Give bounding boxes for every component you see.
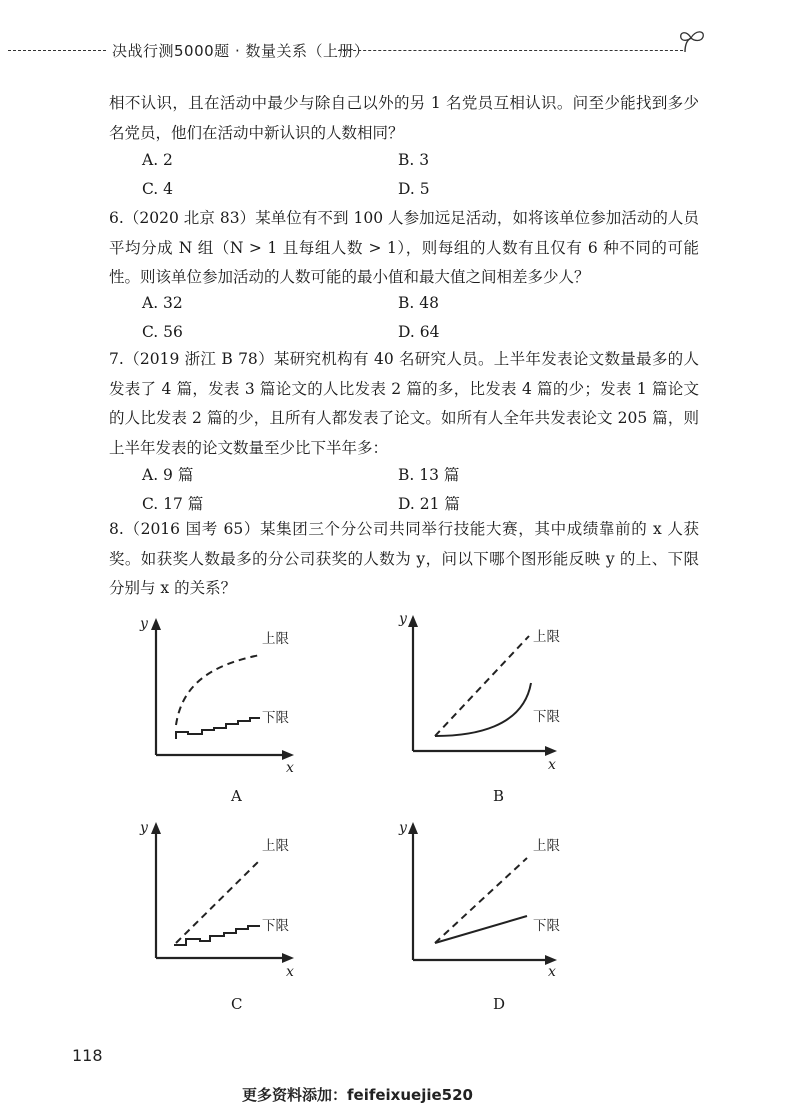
graph-c-x-label: x [286,964,294,980]
graph-a-lower-bound [176,718,260,739]
q6-option-b[interactable]: B. 48 [398,294,439,312]
graph-a-x-arrow [282,750,294,760]
footer-note: 更多资料添加：feifeixuejie520 [242,1086,473,1104]
graph-b-y-label: y [399,611,407,627]
sprout-icon [675,28,709,58]
graph-b-x-arrow [545,746,557,756]
q5-option-b[interactable]: B. 3 [398,151,430,169]
graph-b-upper-label: 上限 [533,629,560,645]
graph-b[interactable] [393,603,568,778]
question-6-text: 6.（2020 北京 83）某单位有不到 100 人参加远足活动，如将该单位参加活动的人员平均分成 N 组（N > 1 且每组人数 > 1），则每组的人数有且仅有 6 种不同的可能性。则该单位参加活动的人数可能的最小值和最大值之间相差多少人？ [109,209,699,286]
graph-a-y-arrow [151,618,161,630]
graph-c-x-arrow [282,953,294,963]
q6-option-d[interactable]: D. 64 [398,323,440,341]
graph-a-x-label: x [286,760,294,776]
graph-c[interactable] [130,810,300,985]
graph-b-upper-bound [435,636,529,736]
graph-c-lower-bound [174,926,260,945]
q5-option-c[interactable]: C. 4 [142,180,174,198]
graph-c-caption: C [231,995,243,1013]
question-8-text: 8.（2016 国考 65）某集团三个分公司共同举行技能大赛，其中成绩靠前的 x 人获奖。如获奖人数最多的分公司获奖的人数为 y，问以下哪个图形能反映 y 的上、下限分别与 x 的关系？ [109,520,700,597]
page-number: 118 [72,1046,103,1065]
graph-a-upper-bound [176,655,260,725]
q6-option-c[interactable]: C. 56 [142,323,183,341]
graph-d-x-label: x [548,964,556,980]
graph-d-lower-bound [435,916,527,943]
graph-c-y-arrow [151,822,161,834]
graph-d-caption: D [493,995,506,1013]
header-rule-right [338,50,683,51]
q6-option-a[interactable]: A. 32 [142,294,183,312]
graph-c-upper-label: 上限 [262,838,289,854]
graph-c-lower-label: 下限 [262,918,289,934]
graph-a-y-label: y [140,616,148,632]
graph-b-lower-label: 下限 [533,709,560,725]
graph-d-y-arrow [408,822,418,834]
q7-option-c[interactable]: C. 17 篇 [142,495,204,513]
graph-b-caption: B [493,787,505,805]
question-7-text: 7.（2019 浙江 B 78）某研究机构有 40 名研究人员。上半年发表论文数量最多的人发表了 4 篇，发表 3 篇论文的人比发表 2 篇的多，比发表 4 篇的少；发表 1 篇论文的人比发表 2 篇的少，且所有人都发表了论文。如所有人全年共发表论文 205 篇，则上半年发表的论文数量至少比下半年多： [109,350,699,457]
graph-d-lower-label: 下限 [533,918,560,934]
graph-a-lower-label: 下限 [262,710,289,726]
graph-d[interactable] [393,810,568,985]
q7-option-d[interactable]: D. 21 篇 [398,495,460,513]
q7-option-b[interactable]: B. 13 篇 [398,466,460,484]
graph-a[interactable] [130,610,300,780]
graph-a-upper-label: 上限 [262,631,289,647]
graph-b-lower-bound [435,683,531,736]
graph-a-caption: A [231,787,242,805]
graph-d-y-label: y [399,820,407,836]
graph-d-upper-label: 上限 [533,838,560,854]
q5-option-a[interactable]: A. 2 [142,151,173,169]
q5-option-d[interactable]: D. 5 [398,180,430,198]
graph-c-y-label: y [140,820,148,836]
question-continuation-text: 相不认识，且在活动中最少与除自己以外的另 1 名党员互相认识。问至少能找到多少名党员，他们在活动中新认识的人数相同？ [109,94,699,142]
running-header-title: 决战行测5000题 · 数量关系（上册） [112,42,370,60]
graph-c-upper-bound [176,860,260,943]
q7-option-a[interactable]: A. 9 篇 [142,466,194,484]
graph-b-x-label: x [548,757,556,773]
graph-b-y-arrow [408,615,418,627]
header-rule-left [8,50,106,51]
